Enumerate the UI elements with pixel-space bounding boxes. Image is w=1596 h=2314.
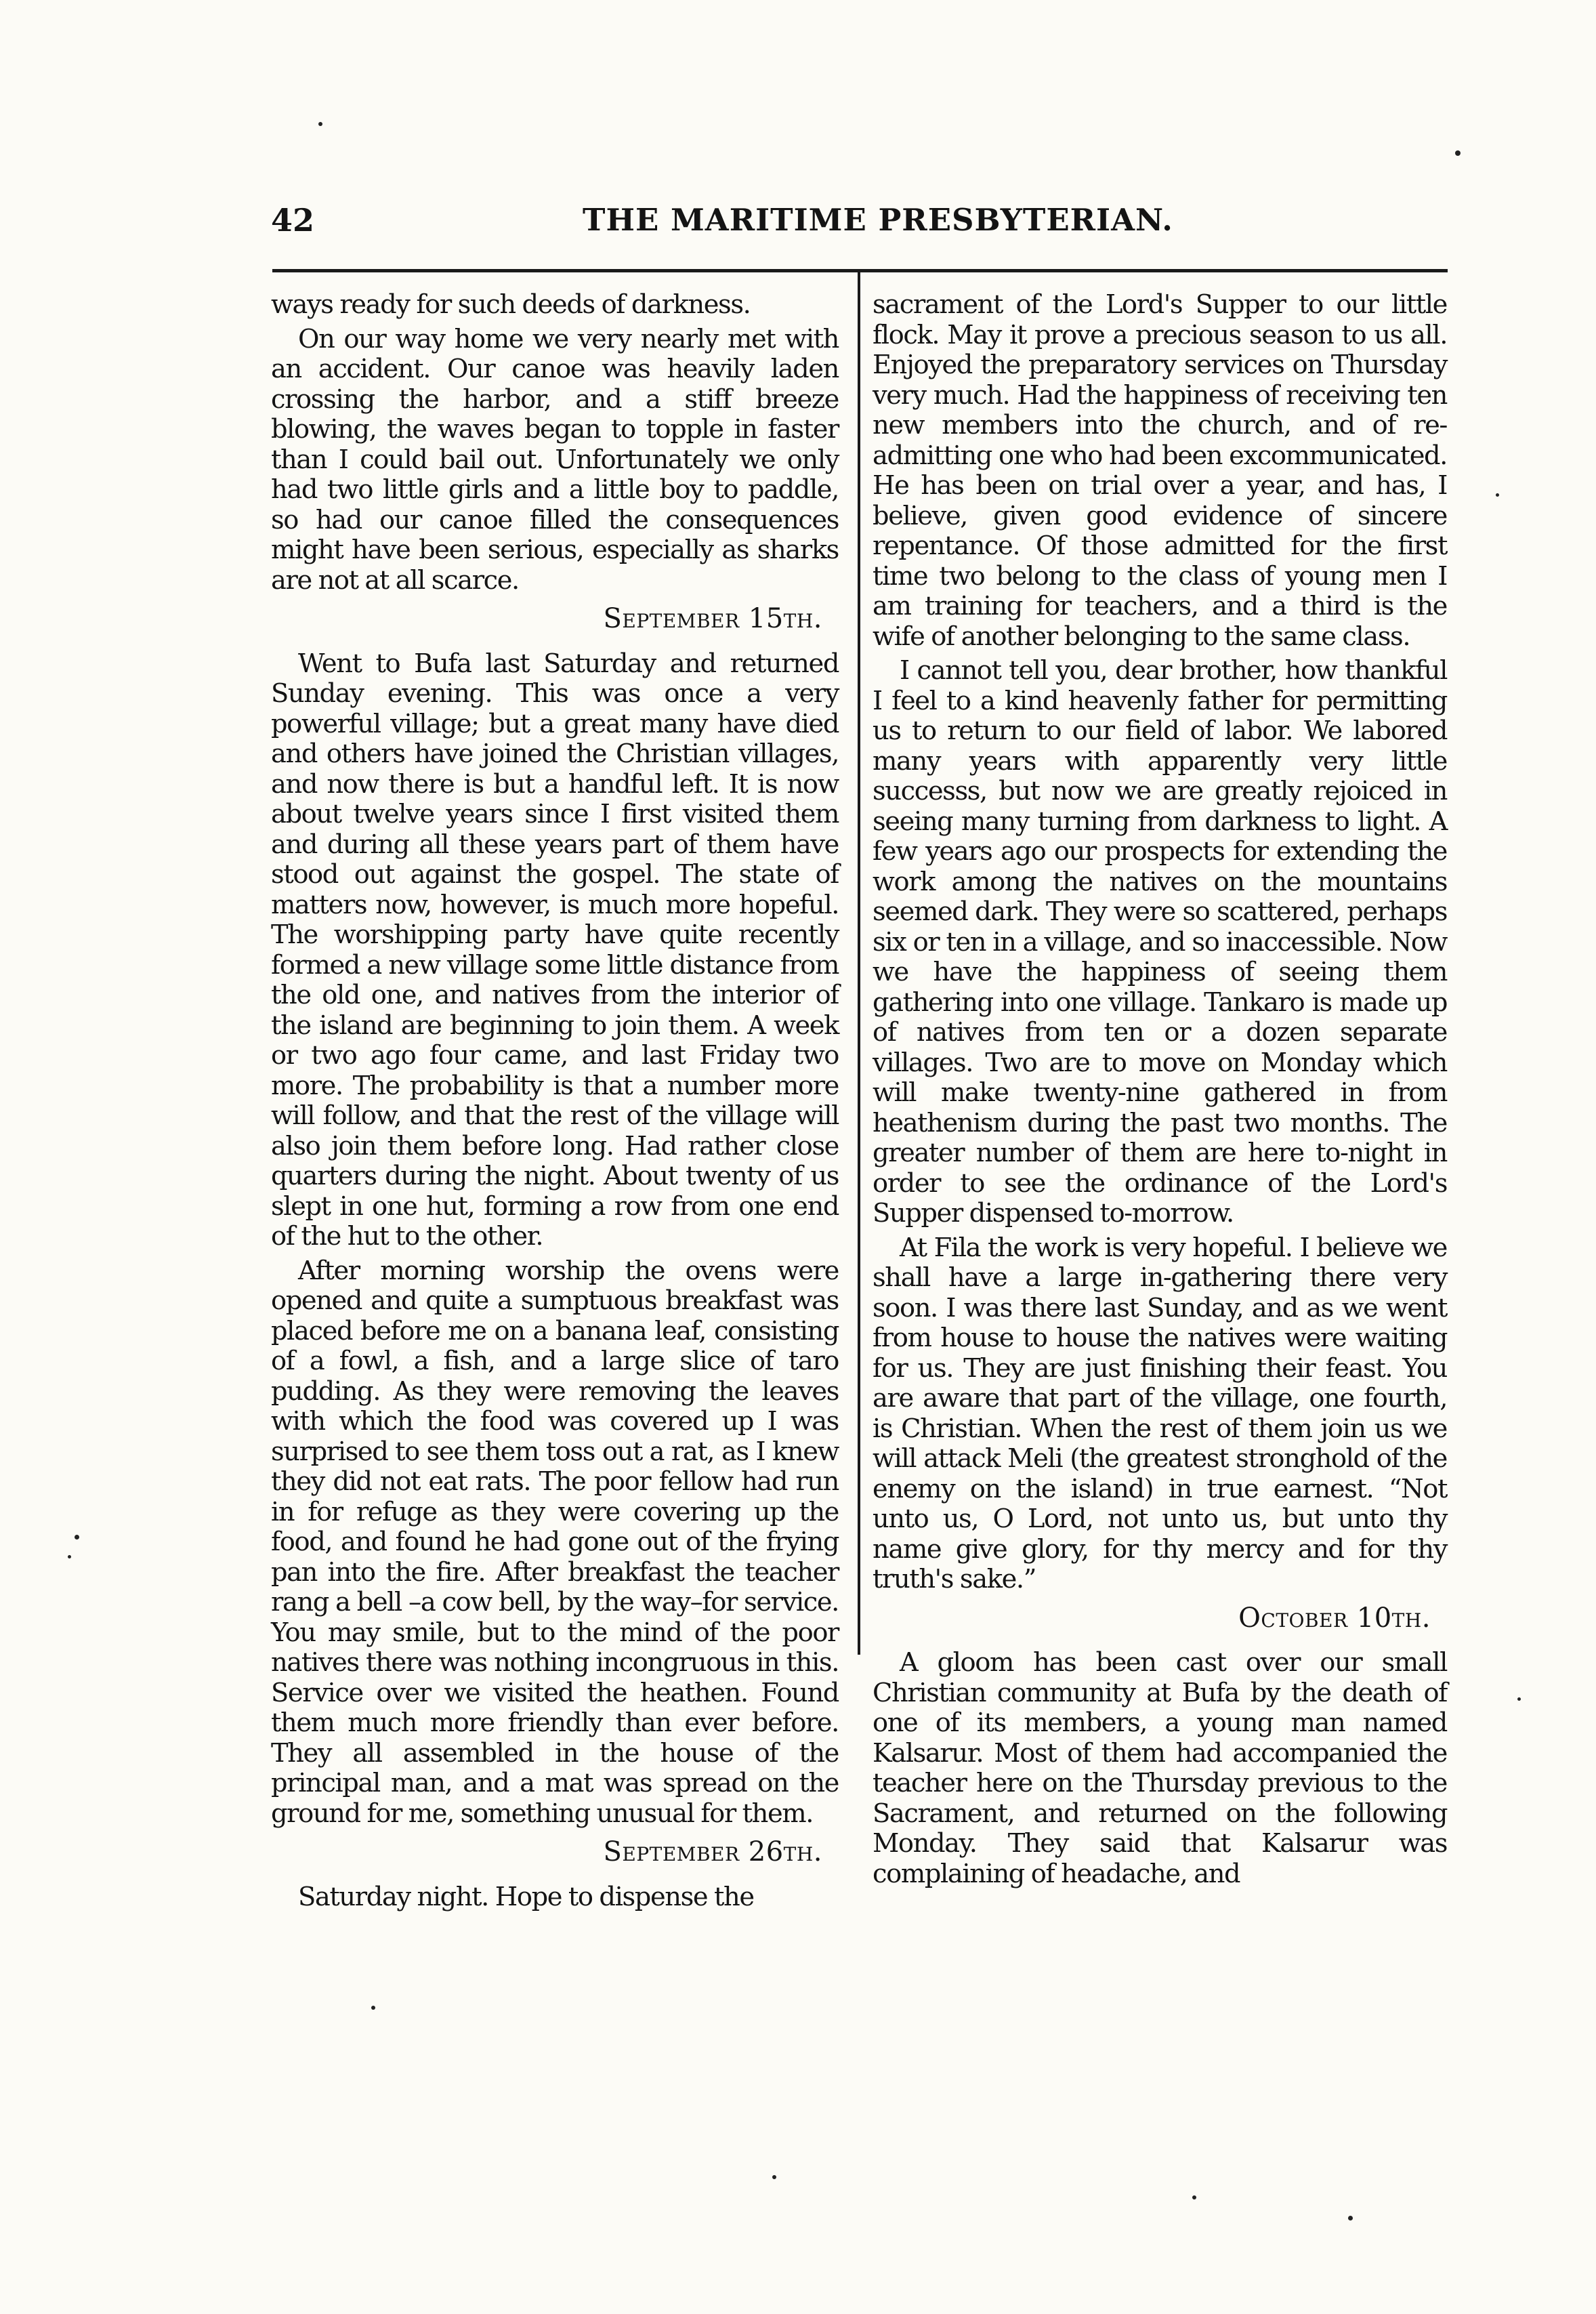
print-speck [1455, 150, 1461, 156]
print-speck [1192, 2195, 1196, 2199]
page-number: 42 [271, 202, 315, 239]
right-column [873, 290, 1447, 1893]
paragraph: After morning worship the ovens were opened and quite a sumptuous breakfast was placed before me on a banana leaf, consisting of a fowl, a fish, and a large slice of taro pudding. As they were removing the leaves with which the food was covered up I was surprised to see them toss out a rat, as I knew they did not eat rats. The poor fellow had run in for refuge as they were covering up the food, and found he had gone out of the frying pan into the fire. After breakfast the teacher rang a bell –a cow bell, by the way–for service. You may smile, but to the mind of the poor natives there was nothing incongruous in this. Service over we visited the heathen. Found them much more friendly than ever before. They all assembled in the house of the principal man, and a mat was spread on the ground for me, something unusual for them. [271, 1255, 839, 1829]
paragraph: On our way home we very nearly met with an accident. Our canoe was heavily laden crossing the harbor, and a stiff breeze blowing, the waves began to topple in faster than I could bail out. Unfortunately we only had two little girls and a little boy to paddle, so had our canoe filled the consequences might have been serious, especially as sharks are not at all scarce. [271, 323, 839, 596]
print-speck [1348, 2216, 1353, 2220]
paragraph: A gloom has been cast over our small Christian community at Bufa by the death of one of its members, a young man named Kalsarur. Most of them had accompanied the teacher here on the Thursday previous to the Sacrament, and returned on the following Monday. They said that Kalsarur was complaining of headache, and [873, 1647, 1447, 1889]
column-separator [858, 272, 860, 1655]
paragraph: Went to Bufa last Saturday and returned Sunday evening. This was once a very powerful village; but a great many have died and others have joined the Christian villages, and now there is but a handful left. It is now about twelve years since I first visited them and during all these years part of them have stood out against the gospel. The state of matters now, however, is much more hopeful. The worshipping party have quite recently formed a new village some little distance from the old one, and natives from the interior of the island are beginning to join them. A week or two ago four came, and last Friday two more. The probability is that a number more will follow, and that the rest of the village will also join them before long. Had rather close quarters during the night. About twenty of us slept in one hut, forming a row from one end of the hut to the other. [271, 648, 839, 1252]
paragraph: sacrament of the Lord's Supper to our little flock. May it prove a precious season to us all. Enjoyed the preparatory services on Thursday very much. Had the happiness of receiving ten new members into the church, and of re-admitting one who had been excommunicated. He has been on trial over a year, and has, I believe, given good evidence of sincere repentance. Of those admitted for the first time two belong to the class of young men I am training for teachers, and a third is the wife of another belonging to the same class. [873, 289, 1447, 652]
paragraph: ways ready for such deeds of darkness. [271, 289, 751, 320]
paragraph: At Fila the work is very hopeful. I believe we shall have a large in-gathering there very soon. I was there last Sunday, and as we went from house to house the natives were waiting for us. They are just finishing their feast. You are aware that part of the village, one fourth, is Christian. When the rest of them join us we will attack Meli (the greatest stronghold of the enemy on the island) in true earnest. “Not unto us, O Lord, not unto us, but unto thy name give glory, for thy mercy and for thy truth's sake.” [873, 1232, 1447, 1594]
print-speck [371, 2006, 375, 2010]
print-speck [772, 2175, 776, 2179]
paragraph: I cannot tell you, dear brother, how thankful I feel to a kind heavenly father for permitting us to return to our field of labor. We labored many years with apparently very little successs, but now we are greatly rejoiced in seeing many turning from darkness to light. A few years ago our prospects for extending the work among the natives on the mountains seemed dark. They were so scattered, perhaps six or ten in a village, and so inaccessible. Now we have the happiness of seeing them gathering into one village. Tankaro is made up of natives from ten or a dozen separate villages. Two are to move on Monday which will make twenty-nine gathered in from heathenism during the past two months. The greater number of them are here to-night in order to see the ordinance of the Lord's Supper dispensed to-morrow. [873, 655, 1447, 1228]
print-speck [1517, 1697, 1521, 1701]
date-heading: September 15th. [603, 603, 822, 634]
running-title: THE MARITIME PRESBYTERIAN. [583, 202, 1173, 238]
print-speck [318, 122, 322, 126]
paragraph: Saturday night. Hope to dispense the [298, 1881, 754, 1912]
page-header [0, 202, 1596, 249]
date-heading: September 26th. [603, 1836, 822, 1867]
left-column [271, 290, 839, 1916]
date-heading: October 10th. [1238, 1602, 1431, 1634]
print-speck [68, 1555, 71, 1558]
print-speck [1496, 493, 1499, 497]
print-speck [75, 1535, 79, 1540]
